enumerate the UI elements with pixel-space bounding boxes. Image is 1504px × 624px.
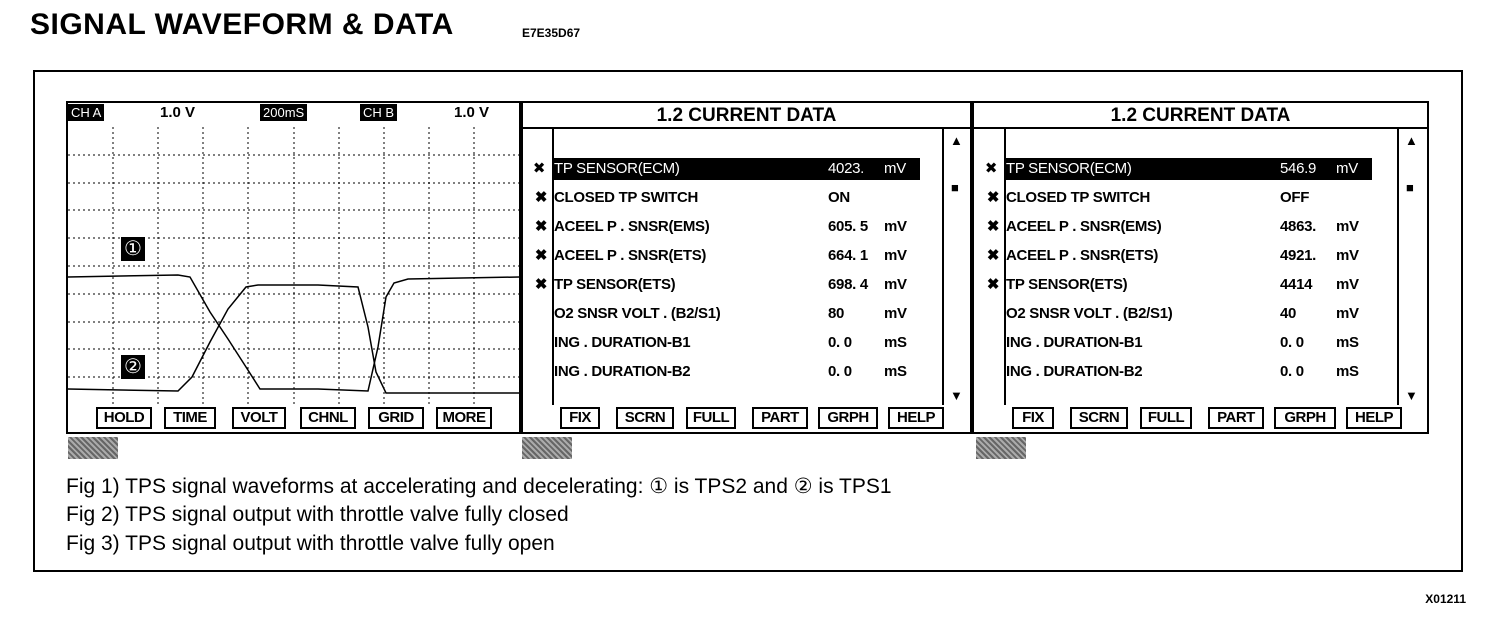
data-row[interactable] bbox=[984, 216, 1364, 238]
data-row-mark-icon: ✖ bbox=[986, 247, 1000, 264]
panel2-scrollbar-rule bbox=[942, 129, 944, 405]
data-row-label: ING . DURATION-B2 bbox=[554, 363, 691, 380]
data-row[interactable] bbox=[984, 361, 1364, 383]
data-row-unit: mV bbox=[1336, 160, 1358, 177]
data-row-value: 4414 bbox=[1280, 276, 1313, 293]
data-row-label: CLOSED TP SWITCH bbox=[1006, 189, 1151, 206]
hold-button[interactable]: HOLD bbox=[96, 407, 152, 429]
data-row-mark-icon: ✖ bbox=[986, 189, 1000, 206]
scrn-button[interactable]: SCRN bbox=[616, 407, 674, 429]
data-row-value: 698. 4 bbox=[828, 276, 868, 293]
data-row[interactable] bbox=[532, 274, 912, 296]
more-button[interactable]: MORE bbox=[436, 407, 492, 429]
data-row-value: 40 bbox=[1280, 305, 1297, 322]
chnl-button[interactable]: CHNL bbox=[300, 407, 356, 429]
data-panel-open bbox=[972, 101, 1429, 434]
data-row-mark-icon: ✖ bbox=[534, 276, 548, 293]
data-row-mark-icon: ✖ bbox=[986, 218, 1000, 235]
data-row-value: ON bbox=[828, 189, 850, 206]
data-row-mark-icon: ✖ bbox=[984, 160, 998, 177]
panel3-scrollbar-rule bbox=[1397, 129, 1399, 405]
panel3-scroll-down-icon[interactable]: ▼ bbox=[1405, 388, 1418, 403]
marker-tps1: ② bbox=[121, 355, 145, 379]
panel3-header-rule bbox=[974, 127, 1427, 129]
figure-tab-1 bbox=[68, 437, 118, 459]
part-button[interactable]: PART bbox=[1208, 407, 1264, 429]
data-panel-closed bbox=[521, 101, 972, 434]
data-row-unit: mV bbox=[884, 305, 907, 322]
data-row-unit: mS bbox=[884, 363, 907, 380]
fix-button[interactable]: FIX bbox=[1012, 407, 1054, 429]
data-row-value: 4023. bbox=[828, 160, 865, 177]
caption-fig1: Fig 1) TPS signal waveforms at accelerating and decelerating: ① is TPS2 and ② is TPS1 bbox=[66, 475, 892, 498]
data-row-label: O2 SNSR VOLT . (B2/S1) bbox=[554, 305, 721, 322]
data-row-label: TP SENSOR(ETS) bbox=[1006, 276, 1128, 293]
data-row[interactable] bbox=[984, 158, 1372, 180]
data-row-mark-icon: ✖ bbox=[534, 218, 548, 235]
data-row-unit: mS bbox=[1336, 363, 1359, 380]
data-row-label: CLOSED TP SWITCH bbox=[554, 189, 699, 206]
data-row[interactable] bbox=[984, 187, 1364, 209]
data-row-value: 0. 0 bbox=[1280, 363, 1304, 380]
fix-button[interactable]: FIX bbox=[560, 407, 600, 429]
data-row-mark-icon: ✖ bbox=[534, 189, 548, 206]
data-row-mark-icon: ✖ bbox=[532, 160, 546, 177]
data-row[interactable] bbox=[532, 245, 912, 267]
volt-button[interactable]: VOLT bbox=[232, 407, 286, 429]
data-row-value: 4921. bbox=[1280, 247, 1317, 264]
full-button[interactable]: FULL bbox=[686, 407, 736, 429]
marker-tps2: ① bbox=[121, 237, 145, 261]
data-row-unit: mV bbox=[884, 247, 907, 264]
caption-fig3: Fig 3) TPS signal output with throttle valve fully open bbox=[66, 532, 555, 555]
figure-tab-3 bbox=[976, 437, 1026, 459]
grph-button[interactable]: GRPH bbox=[818, 407, 878, 429]
data-row-value: 4863. bbox=[1280, 218, 1317, 235]
page-title: SIGNAL WAVEFORM & DATA bbox=[30, 8, 454, 41]
data-row-label: O2 SNSR VOLT . (B2/S1) bbox=[1006, 305, 1173, 322]
data-row-label: ING . DURATION-B1 bbox=[1006, 334, 1143, 351]
panel3-scroll-thumb-icon[interactable]: ■ bbox=[1406, 180, 1414, 195]
grph-button[interactable]: GRPH bbox=[1274, 407, 1336, 429]
help-button[interactable]: HELP bbox=[1346, 407, 1402, 429]
data-row-unit: mV bbox=[1336, 276, 1359, 293]
panel3-scroll-up-icon[interactable]: ▲ bbox=[1405, 133, 1418, 148]
data-row-label: TP SENSOR(ETS) bbox=[554, 276, 676, 293]
data-row-value: 0. 0 bbox=[828, 363, 852, 380]
data-row-unit: mV bbox=[1336, 218, 1359, 235]
panel2-header: 1.2 CURRENT DATA bbox=[656, 105, 837, 126]
data-row-value: 0. 0 bbox=[1280, 334, 1304, 351]
panel2-scroll-up-icon[interactable]: ▲ bbox=[950, 133, 963, 148]
time-button[interactable]: TIME bbox=[164, 407, 216, 429]
panel2-header-rule bbox=[523, 127, 970, 129]
data-row[interactable] bbox=[532, 303, 912, 325]
data-row-mark-icon: ✖ bbox=[986, 276, 1000, 293]
help-button[interactable]: HELP bbox=[888, 407, 944, 429]
figure-tab-2 bbox=[522, 437, 572, 459]
data-row[interactable] bbox=[984, 303, 1364, 325]
data-row[interactable] bbox=[984, 332, 1364, 354]
ch-a-scale: 1.0 V bbox=[160, 104, 196, 121]
data-row-unit: mV bbox=[884, 276, 907, 293]
ch-b-label: CH B bbox=[360, 104, 397, 121]
panel3-header: 1.2 CURRENT DATA bbox=[1110, 105, 1291, 126]
data-row-unit: mS bbox=[1336, 334, 1359, 351]
data-row-label: ACEEL P . SNSR(ETS) bbox=[1006, 247, 1159, 264]
scrn-button[interactable]: SCRN bbox=[1070, 407, 1128, 429]
data-row[interactable] bbox=[532, 332, 912, 354]
data-row-unit: mV bbox=[1336, 305, 1359, 322]
caption-fig2: Fig 2) TPS signal output with throttle valve fully closed bbox=[66, 503, 569, 526]
part-button[interactable]: PART bbox=[752, 407, 808, 429]
data-row-unit: mV bbox=[884, 160, 906, 177]
grid-button[interactable]: GRID bbox=[368, 407, 424, 429]
data-row[interactable] bbox=[532, 361, 912, 383]
data-row-label: TP SENSOR(ECM) bbox=[554, 160, 680, 177]
data-row-value: 664. 1 bbox=[828, 247, 868, 264]
ch-b-scale: 1.0 V bbox=[454, 104, 490, 121]
data-row[interactable] bbox=[984, 245, 1364, 267]
data-row-unit: mS bbox=[884, 334, 907, 351]
data-row[interactable] bbox=[532, 216, 912, 238]
time-scale: 200mS bbox=[260, 104, 307, 121]
data-row-value: 546.9 bbox=[1280, 160, 1317, 177]
data-row[interactable] bbox=[532, 187, 912, 209]
data-row-value: OFF bbox=[1280, 189, 1310, 206]
data-row-label: ING . DURATION-B1 bbox=[554, 334, 691, 351]
data-row-unit: mV bbox=[884, 218, 907, 235]
data-row-value: 605. 5 bbox=[828, 218, 868, 235]
document-code: E7E35D67 bbox=[522, 26, 581, 40]
data-row-label: ACEEL P . SNSR(EMS) bbox=[1006, 218, 1162, 235]
data-row-value: 80 bbox=[828, 305, 845, 322]
panel2-scroll-down-icon[interactable]: ▼ bbox=[950, 388, 963, 403]
figure-code: X01211 bbox=[1425, 592, 1466, 606]
data-row-label: TP SENSOR(ECM) bbox=[1006, 160, 1132, 177]
ch-a-label: CH A bbox=[68, 104, 104, 121]
data-row-label: ING . DURATION-B2 bbox=[1006, 363, 1143, 380]
data-row-mark-icon: ✖ bbox=[534, 247, 548, 264]
data-row-unit: mV bbox=[1336, 247, 1359, 264]
panel2-scroll-thumb-icon[interactable]: ■ bbox=[951, 180, 959, 195]
scope-header bbox=[68, 103, 519, 125]
data-row-label: ACEEL P . SNSR(ETS) bbox=[554, 247, 707, 264]
data-row[interactable] bbox=[532, 158, 920, 180]
data-row[interactable] bbox=[984, 274, 1364, 296]
data-row-label: ACEEL P . SNSR(EMS) bbox=[554, 218, 710, 235]
data-row-value: 0. 0 bbox=[828, 334, 852, 351]
full-button[interactable]: FULL bbox=[1140, 407, 1192, 429]
